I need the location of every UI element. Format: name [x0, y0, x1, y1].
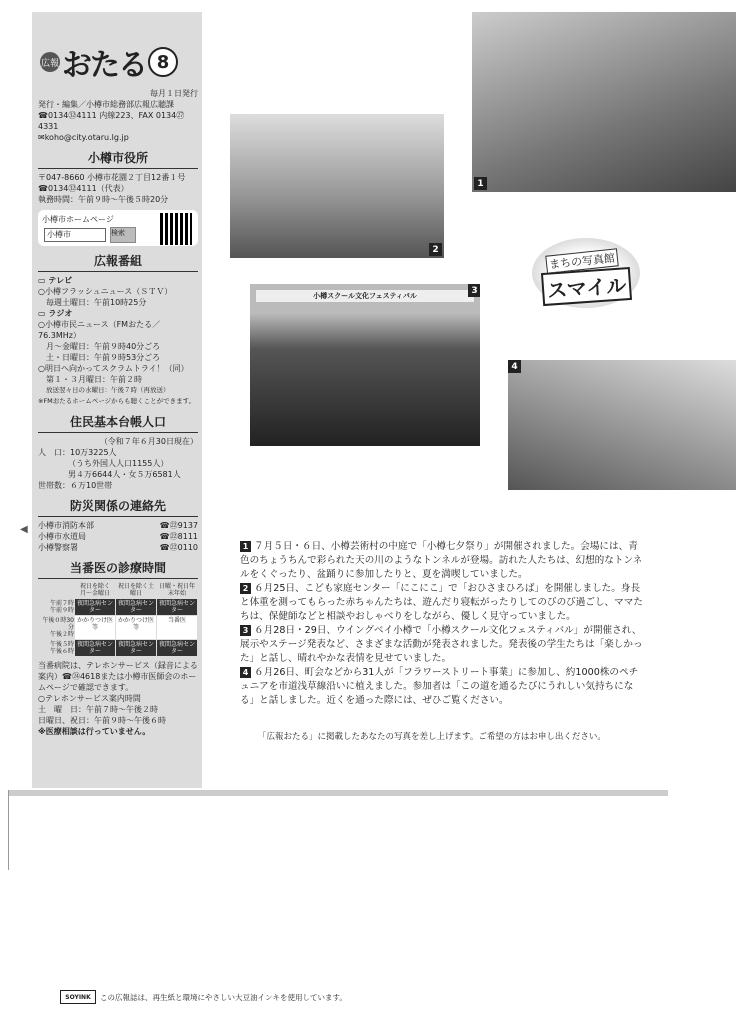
population-line: 人 口：10万3225人 — [38, 448, 117, 457]
radio-item: ※FMおたるホームページからも聴くことができます。 — [38, 397, 196, 405]
radio-item: ○小樽市民ニュース（FMおたる／76.3MHz） — [38, 320, 161, 340]
sidebar — [32, 12, 202, 788]
radio-item: 土・日曜日：午前９時53分ごろ — [46, 353, 161, 362]
disaster-row: 小樽市消防本部 ☎㉒9137 — [38, 521, 198, 530]
publisher: 発行・編集／小樽市総務部広報広聴課 — [38, 100, 174, 109]
clinic-note: 日曜日、祝日：午前９時〜午後６時 — [38, 716, 166, 725]
article-number: 4 — [240, 667, 251, 678]
clinic-cell: 夜間急病センター — [117, 600, 154, 614]
article-item — [240, 540, 645, 582]
clinic-note: ○テレホンサービス案内時間 — [38, 694, 141, 703]
publish-frequency: 毎月１日発行 — [150, 89, 198, 98]
soy-ink-icon: SOYINK — [60, 990, 96, 1004]
city-office-address: 〒047-8660 小樽市花園２丁目12番１号 — [38, 173, 186, 182]
tv-item: 毎週土曜日：午前10時25分 — [46, 298, 147, 307]
photo-number: 3 — [468, 284, 480, 297]
article-number: 2 — [240, 583, 251, 594]
photo-offer-caption: 「広報おたる」に掲載したあなたの写真を差し上げます。ご希望の方はお申し出ください。 — [258, 732, 606, 742]
homepage-search-box — [38, 210, 198, 246]
logo-prefix: 広報 — [40, 52, 60, 72]
homepage-label: 小樽市ホームページ — [42, 215, 114, 224]
clinic-header: 日曜・祝日年末年始 — [158, 583, 195, 597]
clinic-time: 午後５時 午後６時 — [49, 641, 74, 655]
city-office-title: 小樽市役所 — [38, 149, 198, 169]
homepage-search-button[interactable]: 検索 — [110, 227, 136, 243]
population-line: 男４万6644人・女５万6581人 — [68, 470, 181, 479]
clinic-cell: かかりつけ医等 — [75, 616, 115, 639]
radio-item: 月〜金曜日：午前９時40分ごろ — [46, 342, 161, 351]
article-text: ６月25日、こども家庭センター「にこにこ」で「おひさまひろば」を開催しました。身長と体重を測ってもらった赤ちゃんたちは、遊んだり寝転がったりしてのびのび過ごし、ママたちは、保健師などと相談やおしゃべりをしながら、優しく見守っていました。 — [240, 583, 643, 622]
broadcast-title: 広報番組 — [38, 252, 198, 272]
disaster-title: 防災関係の連絡先 — [38, 497, 198, 517]
qr-code-icon[interactable] — [160, 213, 192, 245]
clinic-cell: かかりつけ医等 — [116, 616, 156, 639]
clinic-time: 午前７時 午前９時 — [49, 600, 74, 614]
email: ✉koho@city.otaru.lg.jp — [38, 133, 129, 142]
article-text: ６月28日・29日、ウイングベイ小樽で「小樽スクール文化フェスティバル」が開催され、展示やステージ発表など、さまざまな活動が発表されました。発表後の学生たちは「楽しかった」と話し、晴れやかな表情を見せていました。 — [240, 625, 643, 664]
clinic-schedule-table — [38, 582, 198, 656]
disaster-row: 小樽市水道局 ☎㉒8111 — [38, 532, 198, 541]
tv-icon: ▭ — [38, 276, 49, 285]
population-line: 世帯数：６万10世帯 — [38, 481, 113, 490]
radio-label: ▭ ラジオ — [38, 309, 73, 318]
disaster-row: 小樽警察署 ☎㉒0110 — [38, 543, 198, 552]
smile-badge-title: スマイル — [541, 267, 632, 306]
city-office-phone: ☎0134㉜4111（代表） — [38, 184, 129, 193]
clinic-header: 祝日を除く月〜金曜日 — [79, 583, 110, 597]
article-text: ６月26日、町会などから31人が「フラワーストリート事業」に参加し、約1000株のペチュニアを市道浅草線沿いに植えました。参加者は「この道を通るたびにうれしい気持ちになる」と話しました。近くを通った際には、ぜひご覧ください。 — [240, 667, 639, 706]
article-item — [240, 666, 645, 708]
clinic-title: 当番医の診療時間 — [38, 559, 198, 579]
phone-fax: ☎0134㉜4111 内線223、FAX 0134㉗4331 — [38, 111, 185, 131]
smile-badge-subtitle: まちの写真館 — [545, 248, 618, 273]
photo-tanabata — [472, 12, 736, 192]
photo-baby — [230, 114, 444, 258]
smile-badge — [532, 238, 640, 308]
divider — [8, 790, 9, 870]
clinic-cell: 当番医 — [157, 616, 197, 639]
radio-item: ○明日へ向かってスクラムトライ！（同） — [38, 364, 189, 373]
photo-stage — [250, 284, 480, 446]
radio-item: 放送翌々日の水曜日：午後７時（再放送） — [46, 386, 170, 394]
tv-item: ○小樽フラッシュニュース（ＳＴＶ） — [38, 287, 173, 296]
article-item — [240, 624, 645, 666]
photo-flowers — [508, 360, 736, 490]
article-number: 1 — [240, 541, 251, 552]
clinic-cell: 夜間急病センター — [158, 641, 195, 655]
tv-label: ▭ テレビ — [38, 276, 73, 285]
radio-icon: ▭ — [38, 309, 49, 318]
issue-number: 8 — [148, 47, 178, 77]
photo-number: 2 — [429, 243, 442, 256]
clinic-note: 土 曜 日：午前７時〜午後２時 — [38, 705, 158, 714]
clinic-cell: 夜間急病センター — [76, 641, 113, 655]
clinic-cell: 夜間急病センター — [117, 641, 154, 655]
article-text: ７月５日・６日、小樽芸術村の中庭で「小樽七夕祭り」が開催されました。会場には、青色のちょうちんで彩られた天の川のようなトンネルが登場。訪れた人たちは、幻想的なトンネルをくぐったり、盆踊りに参加したりと、夏を満喫していました。 — [240, 541, 643, 580]
triangle-left-icon: ◀ — [20, 524, 28, 535]
clinic-cell: 夜間急病センター — [158, 600, 195, 614]
photo-number: 1 — [474, 177, 487, 190]
clinic-note: 当番病院は、テレホンサービス（録音による案内）☎㉔4618または小樽市医師会のホームページで確認できます。 — [38, 661, 198, 692]
publisher-info — [38, 88, 198, 737]
clinic-cell: 夜間急病センター — [76, 600, 113, 614]
city-office-hours: 執務時間：午前９時〜午後５時20分 — [38, 195, 169, 204]
population-title: 住民基本台帳人口 — [38, 413, 198, 433]
clinic-header: 祝日を除く土曜日 — [117, 583, 154, 597]
clinic-time: 午後０時30分 午後２時 — [42, 617, 74, 638]
radio-item: 第１・３月曜日：午前２時 — [46, 375, 142, 384]
logo-title: おたる — [62, 48, 146, 83]
population-line: （うち外国人人口1155人） — [68, 459, 169, 468]
clinic-header — [38, 582, 74, 598]
population-date: （令和７年６月30日現在） — [99, 437, 198, 446]
photo-number: 4 — [508, 360, 521, 373]
stage-banner: 小樽スクール文化フェスティバル — [256, 290, 474, 302]
article-list — [240, 540, 645, 708]
divider — [8, 790, 668, 796]
article-item — [240, 582, 645, 624]
footer — [60, 990, 347, 1004]
masthead-logo — [40, 40, 178, 84]
article-number: 3 — [240, 625, 251, 636]
homepage-search-input[interactable]: 小樽市 — [44, 228, 106, 242]
clinic-note: ※医療相談は行っていません。 — [38, 727, 151, 736]
footer-note: この広報誌は、再生紙と環境にやさしい大豆油インキを使用しています。 — [100, 992, 347, 1002]
